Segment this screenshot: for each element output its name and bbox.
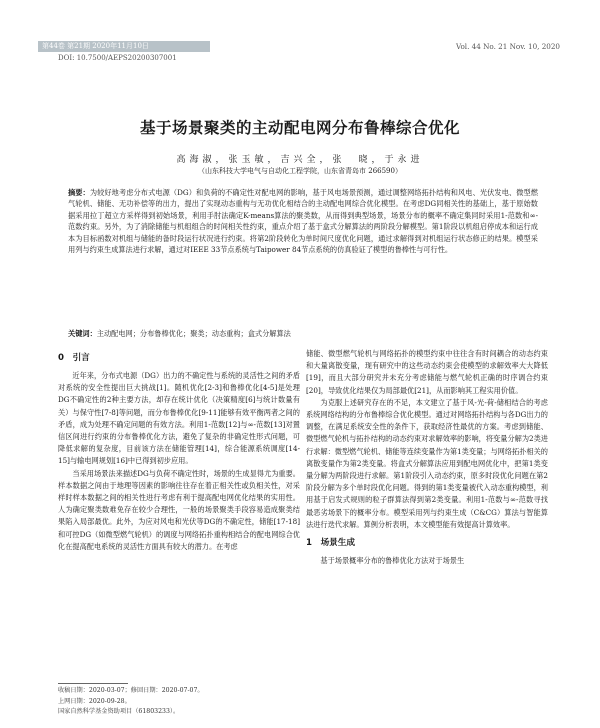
footnote-divider xyxy=(58,683,128,684)
keywords-label: 关键词： xyxy=(68,329,97,338)
paragraph: 储能、微型燃气轮机与网络拓扑的模型约束中往往含有时间耦合的动态约束和大量离散变量，现有研究中的这些动态约束会使模型的求解效率大大降低[19]，而且大部分研究并未充分考虑储能与燃气轮机正确的时序调合约束[20]，导致优化结果仅为局部最优[21]，从而影响其工程实用价值。 xyxy=(306,349,548,395)
footnotes xyxy=(58,686,300,718)
left-column xyxy=(58,348,300,553)
footnote-received: 收稿日期：2020-03-07；修回日期：2020-07-07。 xyxy=(58,687,204,694)
section-heading-introduction: 0 引言 xyxy=(58,353,90,363)
footnote-online: 上网日期：2020-09-28。 xyxy=(58,697,131,705)
paragraph: 基于场景概率分布的鲁棒优化方法对于场景生 xyxy=(320,556,465,566)
keywords-text: 主动配电网；分布鲁棒优化；聚类；动态重构；盒式分解算法 xyxy=(96,329,291,338)
abstract xyxy=(68,187,538,255)
authors: 高海淑，张玉敏，吉兴全，张 晓，于永进 xyxy=(176,155,424,165)
doi: DOI: 10.7500/AEPS20200307001 xyxy=(58,54,177,62)
paragraph: 为克服上述研究存在的不足，本文建立了基于风-光-荷-储相结合的考虑系统网络结构的分布鲁棒综合优化模型。通过对网络拓扑结构与各DG出力的调整，在满足系统安全性的条件下，获取经济性最优的方案。考虑到储能、微型燃气轮机与拓扑结构的动态约束对求解效率的影响，将变量分解为2类进行求解：微型燃气轮机、储能等连续变量作为第1类变量；与网络拓扑相关的离散变量作为第2类变量。将盒式分解算法应用到配电网优化中，把第1类变量分解为两阶段进行求解。第1阶段引入动态约束，原多时段优化问题在第2阶段分解为多个单时段优化问题。得到的第1类变量被代入动态重构模型，利用基于启发式规则的粒子群算法得到第2类变量。利用1-范数与∞-范数寻找最恶劣场景下的概率分布。模型采用列与约束生成（C&CG）算法与智能算法进行迭代求解。算例分析表明，本文模型能有效提高计算效率。 xyxy=(306,397,548,529)
keywords xyxy=(68,328,538,339)
section-heading-scenario-generation: 1 场景生成 xyxy=(306,538,355,549)
journal-issue-english: Vol. 44 No. 21 Nov. 10, 2020 xyxy=(455,42,560,51)
abstract-label: 摘要： xyxy=(68,188,90,197)
affiliation: （山东科技大学电气与自动化工程学院，山东省青岛市 266590） xyxy=(198,167,402,175)
right-column xyxy=(306,348,548,567)
footnote-funding: 国家自然科学基金资助项目（61803233）。 xyxy=(58,708,180,715)
paper-title: 基于场景聚类的主动配电网分布鲁棒综合优化 xyxy=(139,119,460,137)
paragraph: 当采用场景法来描述DG与负荷不确定性时，场景的生成显得尤为重要。样本数据之间由于地理等因素的影响往往存在着正相关性或负相关性，对采样时样本数据之间的相关性进行考虑有利于提高配电网优化结果的实用性。人为确定聚类数难免存在较少合理性，一般的场景聚类手段容易造成聚类结果陷入局部最优。此外，为应对风电和光伏等DG的不确定性，储能[17-18]和可控DG（如微型燃气轮机）的调度与网络拓扑重构相结合的配电网综合优化在提高配电系统的灵活性方面具有较大的潜力。在考虑 xyxy=(58,468,300,551)
paragraph: 近年来，分布式电源（DG）出力的不确定性与系统的灵活性之间的矛盾对系统的安全性提出巨大挑战[1]。随机优化[2-3]和鲁棒优化[4-5]是处理DG不确定性的2种主要方法，却存在统计优化（决策精度[6]与统计数量有关）与保守性[7-8]等问题，而分布鲁棒优化[9-11]能够有效平衡两者之间的矛盾，成为处理不确定问题的有效方法。利用1-范数[12]与∞-范数[13]对置信区间进行约束的分布鲁棒优化方法，避免了复杂的非确定性形式问题，可降低求解的复杂度，目前该方法在储能管理[14]，综合能源系统调度[14-15]与输电网规划[16]中已得到初步应用。 xyxy=(58,371,300,466)
journal-issue-bar: 第44卷 第21期 2020年11月10日 xyxy=(38,41,210,52)
abstract-text: 为较好地考虑分布式电源（DG）和负荷的不确定性对配电网的影响，基于风电场景预测，通过调整网络拓扑结构和风电、光伏发电、微型燃气轮机、储能、无功补偿等的出力，提出了实现动态重构与无功优化相结合的主动配电网综合优化模型。在考虑DG同相关性的基础上，基于原始数据采用拉丁超立方采样得到初始场景，利用手肘法确定K-means算法的聚类数，从而得到典型场景，场景分布的概率不确定集同时采用1-范数和∞-范数约束。另外，为了消除储能与机组组合的时间相关性约束，重点介绍了基于盒式分解算法的两阶段分解模型。第1阶段以机组启停成本和运行成本为目标函数对机组与储能的备时段运行状况进行约束。将第2阶段转化为单时间尺度优化问题，通过求解得到对机组运行状态修正的结果。模型采用列与约束生成算法进行求解，通过对IEEE 33节点系统与Taipower 84节点系统的仿真验证了模型的鲁棒性与可行性。 xyxy=(68,188,538,255)
